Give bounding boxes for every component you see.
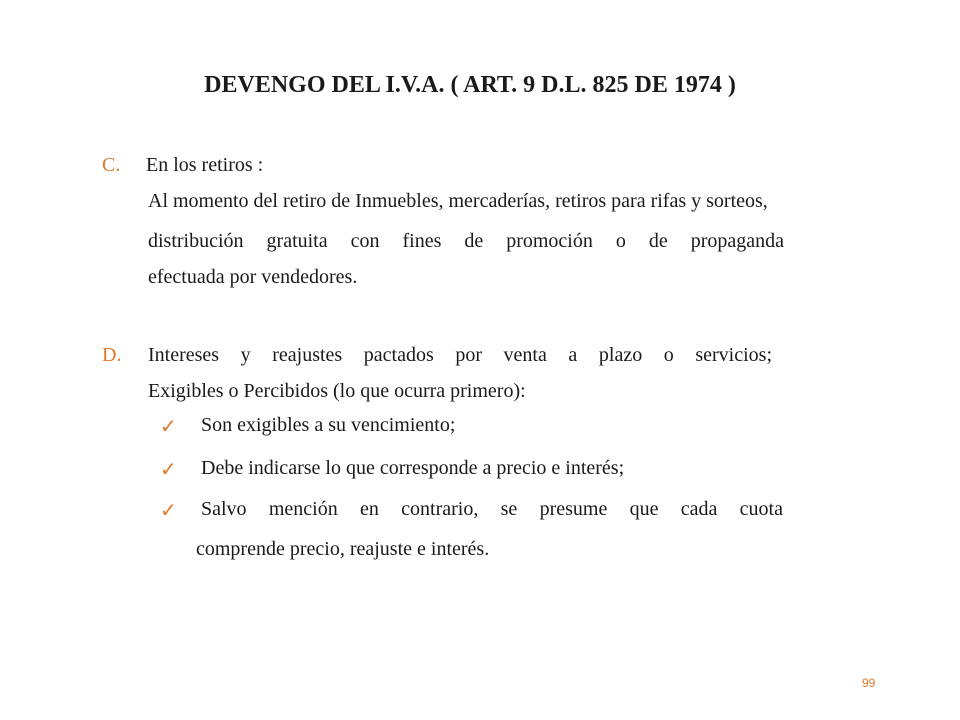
section-c-line-2: distribución gratuita con fines de promoción o de propaganda	[148, 230, 784, 252]
slide-title: DEVENGO DEL I.V.A. ( ART. 9 D.L. 825 DE 1974 )	[204, 72, 736, 98]
bullet-3-line-2: comprende precio, reajuste e interés.	[196, 538, 490, 560]
section-c-line-1: Al momento del retiro de Inmuebles, mercaderías, retiros para rifas y sorteos,	[148, 190, 768, 212]
section-c-line-3: efectuada por vendedores.	[148, 266, 358, 288]
page-number: 99	[862, 676, 876, 690]
checkmark-icon: ✓	[160, 498, 177, 522]
section-c-heading: En los retiros :	[146, 154, 264, 176]
checkmark-icon: ✓	[160, 457, 177, 481]
bullet-2-text: Debe indicarse lo que corresponde a precio e interés;	[201, 457, 625, 479]
section-d-marker: D.	[102, 344, 122, 366]
checkmark-icon: ✓	[160, 414, 177, 438]
section-d-line-1: Intereses y reajustes pactados por venta a plazo o servicios;	[148, 344, 772, 366]
bullet-1-text: Son exigibles a su vencimiento;	[201, 414, 456, 436]
section-c-marker: C.	[102, 154, 121, 176]
bullet-3-line-1: Salvo mención en contrario, se presume que cada cuota	[201, 498, 783, 520]
section-d-line-2: Exigibles o Percibidos (lo que ocurra primero):	[148, 380, 526, 402]
